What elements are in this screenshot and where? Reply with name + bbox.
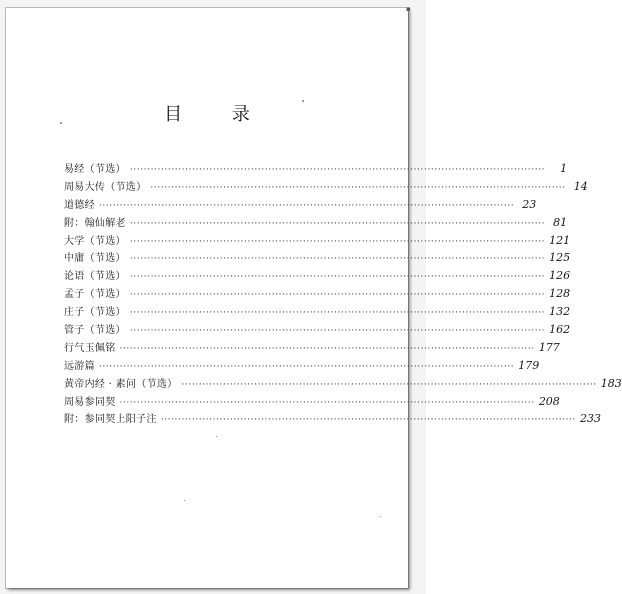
toc-page-number: 14 (573, 179, 588, 193)
toc-page-number: 1 (560, 162, 568, 175)
toc-dot-leader: ························································································································ (98, 200, 515, 211)
toc-entry (64, 232, 571, 250)
toc-entry (64, 160, 568, 178)
toc-dot-leader: ························································································································ (98, 361, 515, 372)
toc-entry (64, 410, 602, 428)
toc-dot-leader: ························································································································ (150, 182, 566, 193)
scan-speck (60, 122, 62, 124)
toc-entry (64, 196, 537, 214)
toc-dot-leader: ························································································································ (129, 290, 546, 301)
toc-page-number: 125 (549, 251, 571, 265)
toc-entry-label: 道德经 (64, 199, 95, 211)
toc-entry-label: 管子（节选） (64, 325, 126, 337)
toc-entry-label: 附：参同契上阳子注 (64, 414, 157, 426)
toc-entry-label: 周易参同契 (64, 396, 116, 408)
toc-dot-leader: ························································································································ (129, 236, 546, 247)
toc-dot-leader: ························································································································ (119, 397, 535, 408)
toc-entry (64, 249, 571, 267)
toc-entry-label: 中庸（节选） (64, 253, 126, 265)
scan-speck (380, 516, 381, 517)
toc-title: 目 录 (164, 104, 272, 125)
scan-speck (184, 500, 185, 501)
toc-page-number: 81 (553, 215, 568, 229)
toc-entry (64, 357, 540, 375)
toc-page-number: 179 (518, 358, 540, 372)
toc-entry (64, 178, 588, 196)
toc-entry (64, 339, 560, 357)
toc-entry (64, 214, 568, 232)
toc-page-number: 126 (549, 269, 571, 283)
toc-entry (64, 285, 571, 303)
scan-speck (216, 436, 217, 437)
page-corner-icon: ▪ (406, 5, 411, 13)
toc-page-number: 208 (538, 394, 560, 408)
toc-dot-leader: ························································································································ (160, 415, 577, 426)
toc-entry (64, 375, 622, 393)
toc-entry-label: 大学（节选） (64, 235, 126, 247)
toc-entry-label: 孟子（节选） (64, 289, 126, 301)
toc-entry (64, 321, 571, 339)
toc-list (64, 160, 622, 428)
toc-page-number: 233 (580, 412, 602, 426)
toc-page-number: 162 (549, 323, 571, 337)
toc-entry-label: 周易大传（节选） (64, 181, 147, 193)
toc-dot-leader: ························································································································ (119, 343, 535, 354)
scan-speck (302, 100, 304, 102)
toc-entry-label: 行气玉佩铭 (64, 342, 116, 354)
toc-entry (64, 267, 571, 285)
toc-entry-label: 庄子（节选） (64, 307, 126, 319)
toc-entry-label: 远游篇 (64, 360, 95, 372)
toc-dot-leader: ························································································································ (129, 218, 546, 229)
toc-entry-label: 论语（节选） (64, 271, 126, 283)
toc-entry-label: 黄帝内经 · 素问（节选） (64, 378, 178, 390)
toc-dot-leader: ························································································································ (129, 165, 546, 175)
toc-dot-leader: ························································································································ (129, 272, 546, 283)
toc-page-number: 132 (549, 305, 571, 319)
toc-entry (64, 303, 571, 321)
toc-dot-leader: ························································································································ (129, 254, 546, 265)
toc-entry (64, 393, 560, 411)
toc-page-number: 177 (538, 340, 560, 354)
toc-entry-label: 易经（节选） (64, 164, 126, 175)
toc-page-number: 121 (549, 233, 571, 247)
toc-entry-label: 附：翰仙解老 (64, 217, 126, 229)
toc-dot-leader: ························································································································ (181, 379, 597, 390)
toc-page-number: 23 (522, 197, 537, 211)
toc-dot-leader: ························································································································ (129, 326, 546, 337)
toc-page-number: 183 (600, 376, 622, 390)
document-page (6, 8, 622, 588)
toc-dot-leader: ························································································································ (129, 308, 546, 319)
toc-page-number: 128 (549, 287, 571, 301)
